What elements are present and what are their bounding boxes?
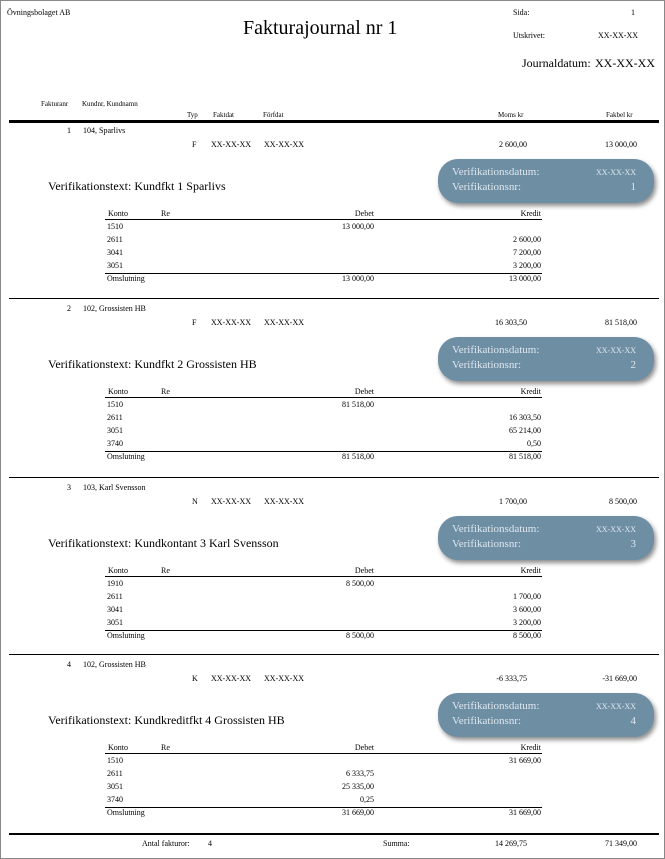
account-number: 1910 [107,579,123,588]
invoice-type: F [192,140,197,149]
customer: 104, Sparlivs [83,126,126,135]
debit-amount: 8 500,00 [346,579,374,588]
credit-amount: 65 214,00 [509,426,541,435]
omslutning-credit: 13 000,00 [509,274,541,283]
account-number: 2611 [107,592,123,601]
table-header-rule [105,576,542,577]
omslutning-debit: 13 000,00 [342,274,374,283]
verification-number-value: 1 [630,181,636,193]
invoice-number: 2 [67,304,71,313]
printed-label: Utskrivet: [513,31,545,40]
account-number: 3740 [107,795,123,804]
invoice-type: K [192,674,198,683]
verification-text: Verifikationstext: Kundfkt 1 Sparlivs [48,179,226,193]
invoice-number: 1 [67,126,71,135]
verification-number-value: 3 [630,538,636,550]
col-re: Re [161,209,170,218]
account-number: 3051 [107,261,123,270]
credit-amount: 0,50 [527,439,541,448]
customer: 102, Grossisten HB [83,660,146,669]
verification-number-label: Verifikationsnr: [452,359,522,371]
verification-number-value: 2 [630,359,636,371]
verification-badge [438,337,654,381]
invoice-count-label: Antal fakturor: [142,839,190,848]
account-number: 3041 [107,248,123,257]
verification-badge [438,159,654,203]
sum-moms: 14 269,75 [495,839,527,848]
omslutning-label: Omslutning [107,631,145,640]
verification-text: Verifikationstext: Kundkontant 3 Karl Svensson [48,536,279,550]
company-name: Övningsbolaget AB [7,8,71,17]
due-date: XX-XX-XX [264,674,304,683]
vat-amount: 16 303,50 [495,318,527,327]
omslutning-credit: 31 669,00 [509,808,541,817]
account-number: 3740 [107,439,123,448]
invoice-amount: 81 518,00 [605,318,637,327]
invoice-separator [9,298,659,299]
invoice-separator [9,654,659,655]
col-konto: Konto [108,743,128,752]
account-number: 2611 [107,235,123,244]
omslutning-label: Omslutning [107,452,145,461]
account-number: 2611 [107,769,123,778]
credit-amount: 31 669,00 [509,756,541,765]
invoice-number: 3 [67,483,71,492]
credit-amount: 2 600,00 [513,235,541,244]
debit-amount: 13 000,00 [342,222,374,231]
account-number: 3051 [107,426,123,435]
invoice-date: XX-XX-XX [211,140,251,149]
credit-amount: 3 200,00 [513,261,541,270]
col-konto: Konto [108,566,128,575]
col-kredit: Kredit [520,566,541,575]
header-rule [9,120,659,123]
col-kredit: Kredit [520,387,541,396]
sum-label: Summa: [383,839,410,848]
verification-badge [438,693,654,737]
verification-date-value: XX-XX-XX [596,702,636,711]
debit-amount: 6 333,75 [346,769,374,778]
invoice-amount: 8 500,00 [609,497,637,506]
printed-value: XX-XX-XX [598,31,638,40]
invoice-type: N [192,497,198,506]
verification-date-label: Verifikationsdatum: [452,344,540,356]
account-number: 1510 [107,400,123,409]
account-number: 1510 [107,756,123,765]
col-debet: Debet [354,209,374,218]
page-number: 1 [631,8,635,17]
col-debet: Debet [354,566,374,575]
invoice-number: 4 [67,660,71,669]
debit-amount: 0,25 [360,795,374,804]
omslutning-label: Omslutning [107,274,145,283]
verification-number-label: Verifikationsnr: [452,715,522,727]
credit-amount: 1 700,00 [513,592,541,601]
verification-number-value: 4 [630,715,636,727]
col-debet: Debet [354,387,374,396]
col-faktdat: Faktdat [213,111,234,119]
verification-text: Verifikationstext: Kundfkt 2 Grossisten HB [48,357,257,371]
invoice-amount: -31 669,00 [602,674,637,683]
omslutning-credit: 8 500,00 [513,631,541,640]
col-fakbel: Fakbel kr [606,111,633,119]
customer: 102, Grossisten HB [83,304,146,313]
vat-amount: -6 333,75 [496,674,527,683]
credit-amount: 7 200,00 [513,248,541,257]
footer-rule [9,833,659,835]
verification-date-label: Verifikationsdatum: [452,166,540,178]
invoice-amount: 13 000,00 [605,140,637,149]
verification-date-value: XX-XX-XX [596,346,636,355]
customer: 103, Karl Svensson [83,483,146,492]
verification-number-label: Verifikationsnr: [452,538,522,550]
report-title: Fakturajournal nr 1 [243,17,398,39]
vat-amount: 2 600,00 [499,140,527,149]
account-number: 2611 [107,413,123,422]
table-header-rule [105,397,542,398]
omslutning-label: Omslutning [107,808,145,817]
col-typ: Typ [187,111,198,119]
col-konto: Konto [108,209,128,218]
vat-amount: 1 700,00 [499,497,527,506]
table-header-rule [105,753,542,754]
verification-date-value: XX-XX-XX [596,525,636,534]
table-header-rule [105,219,542,220]
debit-amount: 25 335,00 [342,782,374,791]
credit-amount: 16 303,50 [509,413,541,422]
verification-date-value: XX-XX-XX [596,168,636,177]
col-debet: Debet [354,743,374,752]
col-kredit: Kredit [520,743,541,752]
verification-date-label: Verifikationsdatum: [452,700,540,712]
col-kredit: Kredit [520,209,541,218]
due-date: XX-XX-XX [264,497,304,506]
sum-fakbel: 71 349,00 [605,839,637,848]
col-re: Re [161,743,170,752]
invoice-separator [9,477,659,478]
verification-badge [438,516,654,560]
omslutning-debit: 8 500,00 [346,631,374,640]
journal-date-value: XX-XX-XX [595,56,655,70]
account-number: 3051 [107,782,123,791]
account-number: 3041 [107,605,123,614]
journal-date-label: Journaldatum: [522,56,591,70]
credit-amount: 3 600,00 [513,605,541,614]
due-date: XX-XX-XX [264,140,304,149]
omslutning-debit: 81 518,00 [342,452,374,461]
col-konto: Konto [108,387,128,396]
credit-amount: 3 200,00 [513,618,541,627]
due-date: XX-XX-XX [264,318,304,327]
col-fakturanr: Fakturanr [41,100,69,108]
invoice-type: F [192,318,197,327]
account-number: 3051 [107,618,123,627]
debit-amount: 81 518,00 [342,400,374,409]
invoice-date: XX-XX-XX [211,318,251,327]
invoice-count-value: 4 [208,839,212,848]
invoice-date: XX-XX-XX [211,497,251,506]
col-kund: Kundnr, Kundnamn [82,100,138,108]
verification-date-label: Verifikationsdatum: [452,523,540,535]
omslutning-debit: 31 669,00 [342,808,374,817]
account-number: 1510 [107,222,123,231]
col-forfdat: Förfdat [263,111,284,119]
col-re: Re [161,566,170,575]
invoice-date: XX-XX-XX [211,674,251,683]
verification-text: Verifikationstext: Kundkreditfkt 4 Grossisten HB [48,713,285,727]
omslutning-credit: 81 518,00 [509,452,541,461]
col-re: Re [161,387,170,396]
col-moms: Moms kr [498,111,524,119]
verification-number-label: Verifikationsnr: [452,181,522,193]
page-label: Sida: [513,8,530,17]
